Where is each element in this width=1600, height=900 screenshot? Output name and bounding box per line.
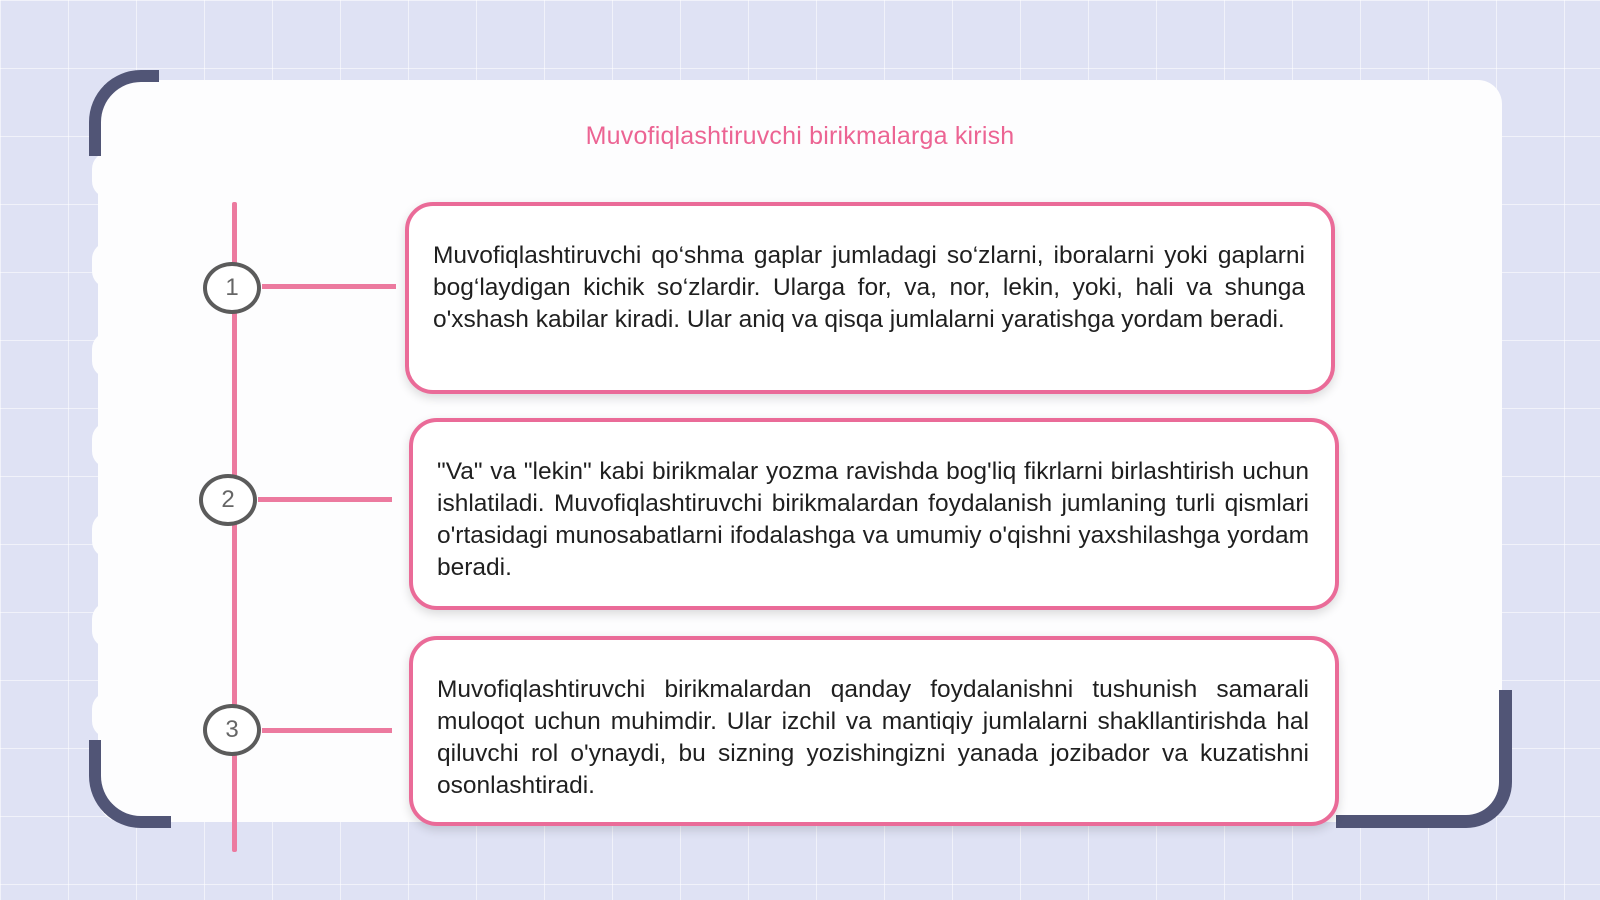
scallop-edge xyxy=(92,512,126,558)
step-text-3: Muvofiqlashtiruvchi birikmalardan qanday foydalanishni tushunish samarali muloqot uchun muhimdir. Ular izchil va mantiqiy jumlalarni shakllantirishda hal qiluvchi rol o'ynaydi, bu sizning yozishingizni yanada jozibador va kuzatishni osonlashtiradi. xyxy=(437,676,1309,799)
timeline-connector xyxy=(262,284,396,289)
scallop-edge xyxy=(92,152,126,198)
step-number-2: 2 xyxy=(199,474,257,526)
step-text-2: "Va" va "lekin" kabi birikmalar yozma ravishda bog'liq fikrlarni birlashtirish uchun ishlatiladi. Muvofiqlashtiruvchi birikmalardan foydalanish jumlaning turli qismlari o'rtasidagi munosabatlarni ifodalashga va umumiy o'qishni yaxshilashga yordam beradi. xyxy=(437,458,1309,581)
step-number-3: 3 xyxy=(203,704,261,756)
step-box-2 xyxy=(409,418,1339,610)
corner-bracket-bottom-right xyxy=(1336,690,1512,828)
scallop-edge xyxy=(92,332,126,378)
timeline-connector xyxy=(258,497,392,502)
scallop-edge xyxy=(92,692,126,738)
step-box-1 xyxy=(405,202,1335,394)
timeline-connector xyxy=(262,728,392,733)
step-number-1: 1 xyxy=(203,262,261,314)
corner-bracket-top-left xyxy=(89,70,159,156)
corner-bracket-bottom-left xyxy=(89,740,171,828)
step-box-3 xyxy=(409,636,1339,826)
scallop-edge xyxy=(92,422,126,468)
scallop-edge xyxy=(92,242,126,288)
scallop-edge xyxy=(92,602,126,648)
page-title: Muvofiqlashtiruvchi birikmalarga kirish xyxy=(585,122,1015,150)
step-text-1: Muvofiqlashtiruvchi qo‘shma gaplar jumladagi so‘zlarni, iboralarni yoki gaplarni bog‘laydigan kichik so‘zlardir. Ularga for, va, nor, lekin, yoki, hali va shunga o'xshash kabilar kiradi. Ular aniq va qisqa jumlalarni yaratishga yordam beradi. xyxy=(433,242,1305,333)
